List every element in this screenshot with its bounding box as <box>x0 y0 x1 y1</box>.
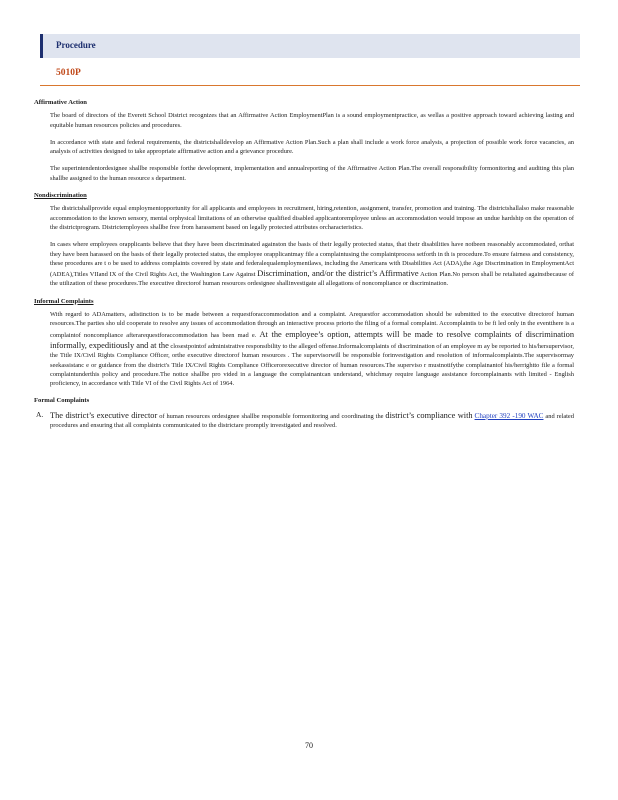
section-nondiscrimination <box>34 191 574 289</box>
section-informal-complaints <box>34 297 574 389</box>
procedure-code: 5010P <box>56 68 81 78</box>
paragraph-text: closestpointof administrative responsibility to the alleged offense.Informalcomplaints of discrimination of an employee m ay be reported to his/hersupervisor, the Title IX/Civil Rights Compliance Officer, orthe executive directorof human resources . The supervisorwill be responsible forinvestigation and resolution of informalcomplaints.The supervisormay seekassistanc e or guidance from the district's Title IX/Civil Rights Compliance Officerorexecutive director of human resources.The superviso r mustnotifythe complainantof his/herrightto file a formal complaintunderthis policy and procedure.The notice shallbe pro vided in a language the complainantcan understand, whichmay require language assistance forcomplainants with limited - English proficiency, in accordance with Title VI of the Civil Rights Act of 1964. <box>50 342 574 388</box>
document-body <box>34 98 574 438</box>
wac-chapter-link[interactable]: Chapter 392 -190 WAC <box>474 411 544 420</box>
paragraph-text: Action Plan.No person shall be retaliated againstbecause of the utilization of these procedures.The executive directorof human resources ordesignee shallinvestigate all allegations of noncompliance or discrimination. <box>50 271 574 288</box>
paragraph: In accordance with state and federal requirements, the districtshalldevelop an Affirmative Action Plan.Such a plan shall include a work force analysis, a projection of possible work force vacancies, an analysis of activities designed to take appropriate affirmative action and a grievance procedure. <box>50 138 574 156</box>
paragraph-text: In cases where employees orapplicants believe that they have been discriminated againston the basis of their legally protected status, that their disabilities have notbeen reasonably accommodated, orthat they have been harassed on the basis of their legally protected status, the employee orapplicantmay file a complaintusing the complaintprocess setforth in th is procedure.To ensure fairness and consistency, these procedures are t o be used to address complaints covered by state and federalequalemploymentlaws, including the Americans with Disabilities Act (ADA),the Age Discrimination in EmploymentAct (ADEA),Titles VIIand IX of the Civil Rights Act, the Washington Law Against <box>50 241 574 279</box>
section-heading: Nondiscrimination <box>34 192 87 200</box>
paragraph <box>50 240 574 288</box>
section-affirmative-action <box>34 98 574 183</box>
paragraph: The board of directors of the Everett School District recognizes that an Affirmative Action EmploymentPlan is a sound employmentpractice, as wellas a positive approach toward achieving lasting and equitable human resources policies and procedures. <box>50 112 574 129</box>
paragraph-text-large: Discrimination, and/or the district’s Affirmative <box>257 269 419 279</box>
paragraph-text-large: At the employee’s option, attempts will be made to resolve complaints of discrimination informally, expeditiously and at the <box>50 329 575 350</box>
paragraph <box>50 310 574 388</box>
section-heading: Formal Complaints <box>34 397 90 405</box>
paragraph: The districtshallprovide equal employmentopportunity for all applicants and employees in recruitment, hiring,retention, assignment, transfer, promotion and training. The districtshallalso make reasonable accommodation to the known sensory, mental orphysical limitations of an otherwise qualified disabled applicantoremployee unless an accommodation would impose an undue hardship on the operation of the districtprogram. Districtemployees shallbe free from harassment based on legally protected attributes orcharacteristics. <box>50 205 574 231</box>
section-heading: Affirmative Action <box>34 99 87 106</box>
paragraph-text: and related procedures and ensuring that all complaints communicated to the districtare promptly investigated and resolved. <box>50 412 574 430</box>
section-formal-complaints <box>34 396 574 430</box>
paragraph: The superintendentordesignee shallbe responsible forthe development, implementation and annualreporting of the Affirmative Action Plan.The overall responsibility formonitoring and auditing this plan shallbe assigned to the human resource s department. <box>50 165 574 182</box>
list-item <box>36 409 574 431</box>
page-number: 70 <box>305 741 313 750</box>
page-title: Procedure <box>56 40 96 50</box>
list-marker: A. <box>36 409 44 419</box>
section-heading: Informal Complaints <box>34 297 94 305</box>
paragraph-text-large: The district’s executive director <box>50 410 158 420</box>
paragraph-text: With regard to ADAmatters, adistinction is to be made between a requestforaccommodation and a complaint. Arequestfor accommodation should be submitted to the executive directorof human resources.The parties sho uld cooperate to resolve any issues of accommodation through an interactive process priorto the filing of a formal complaint. Accomplaintis to be fi led only in the eventthere is a complaintof noncompliance afterarequestforaccommodation has been mad e. <box>50 311 574 339</box>
header-divider <box>40 85 580 86</box>
header-band <box>40 34 580 58</box>
paragraph-text: of human resources ordesignee shallbe responsible formonitoring and coordinating the <box>159 412 384 420</box>
paragraph-text-large: district’s compliance with <box>385 410 473 420</box>
